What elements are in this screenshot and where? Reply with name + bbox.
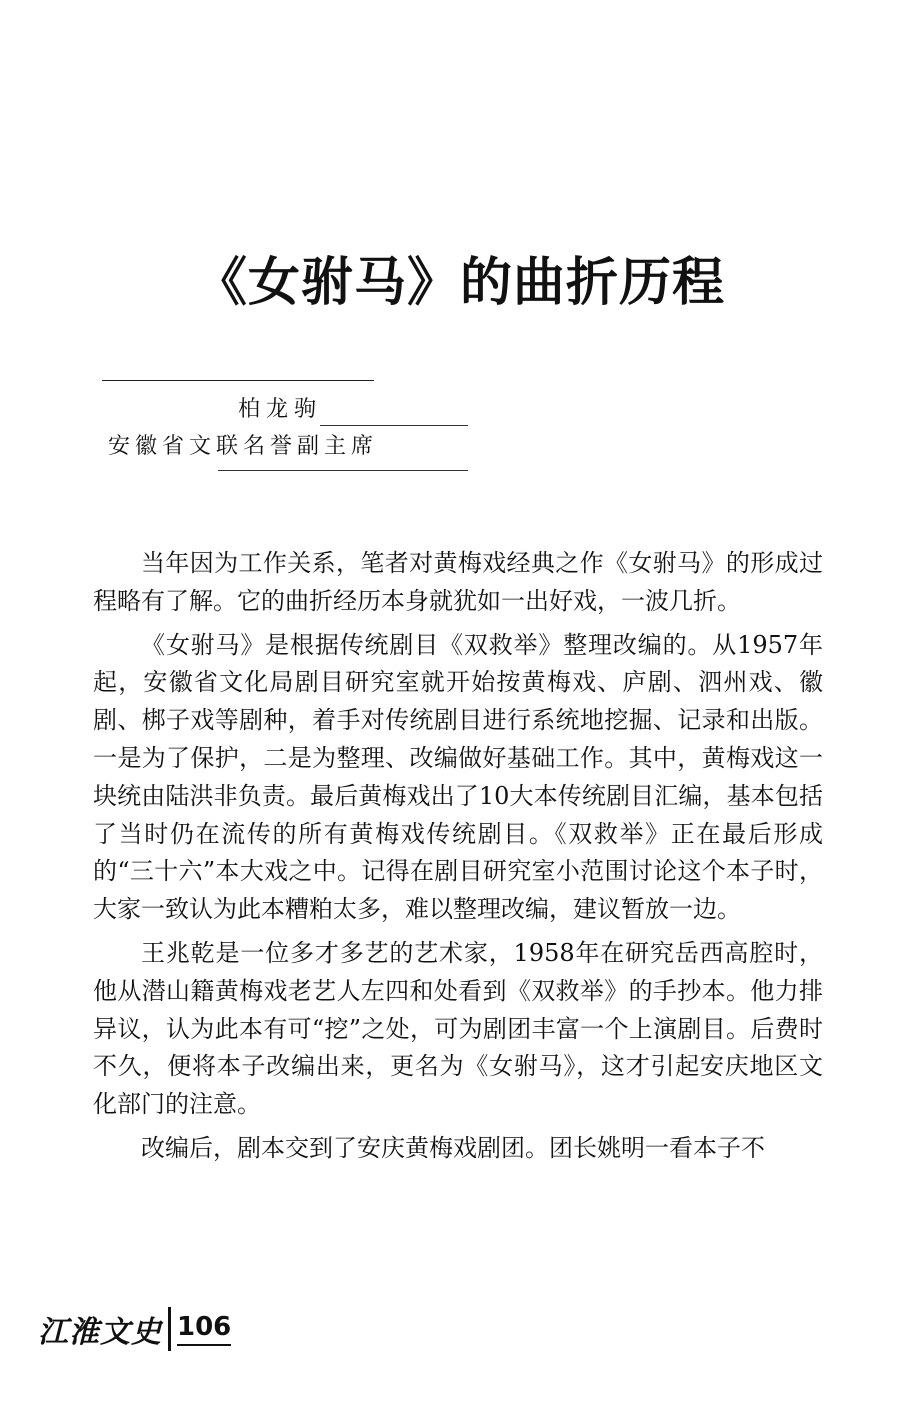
journal-name: 江淮文史 <box>38 1315 162 1350</box>
footer-divider <box>168 1307 171 1351</box>
author-affiliation: 安徽省文联名誉副主席 <box>108 434 379 459</box>
paragraph-2: 《女驸马》是根据传统剧目《双救举》整理改编的。从1957年起，安徽省文化局剧目研究室就开始按黄梅戏、庐剧、泗州戏、徽剧、梆子戏等剧种，着手对传统剧目进行系统地挖掘、记录和出版。一是为了保护，二是为整理、改编做好基础工作。其中，黄梅戏这一块统由陆洪非负责。最后黄梅戏出了10大本传统剧目汇编，基本包括了当时仍在流传的所有黄梅戏传统剧目。《双救举》正在最后形成的“三十六”本大戏之中。记得在剧目研究室小范围讨论这个本子时，大家一致认为此本糟粕太多，难以整理改编，建议暂放一边。 <box>93 630 823 924</box>
paragraph-3: 王兆乾是一位多才多艺的艺术家，1958年在研究岳西高腔时，他从潜山籍黄梅戏老艺人左四和处看到《双救举》的手抄本。他力排异议，认为此本有可“挖”之处，可为剧团丰富一个上演剧目。后费时不久，便将本子改编出来，更名为《女驸马》，这才引起安庆地区文化部门的注意。 <box>93 938 823 1119</box>
byline-rule-top <box>102 380 374 381</box>
article-body <box>93 545 823 1174</box>
page-footer <box>38 1304 231 1354</box>
author-name: 柏龙驹 <box>237 397 322 422</box>
paragraph-1: 当年因为工作关系，笔者对黄梅戏经典之作《女驸马》的形成过程略有了解。它的曲折经历本身就犹如一出好戏，一波几折。 <box>93 549 823 615</box>
byline-rule-middle <box>320 425 468 426</box>
byline <box>100 380 379 471</box>
page-number: 106 <box>177 1312 231 1346</box>
paragraph-4: 改编后，剧本交到了安庆黄梅戏剧团。团长姚明一看本子不 <box>141 1133 765 1162</box>
article-title: 《女驸马》的曲折历程 <box>194 252 725 313</box>
byline-rule-bottom <box>218 470 468 471</box>
